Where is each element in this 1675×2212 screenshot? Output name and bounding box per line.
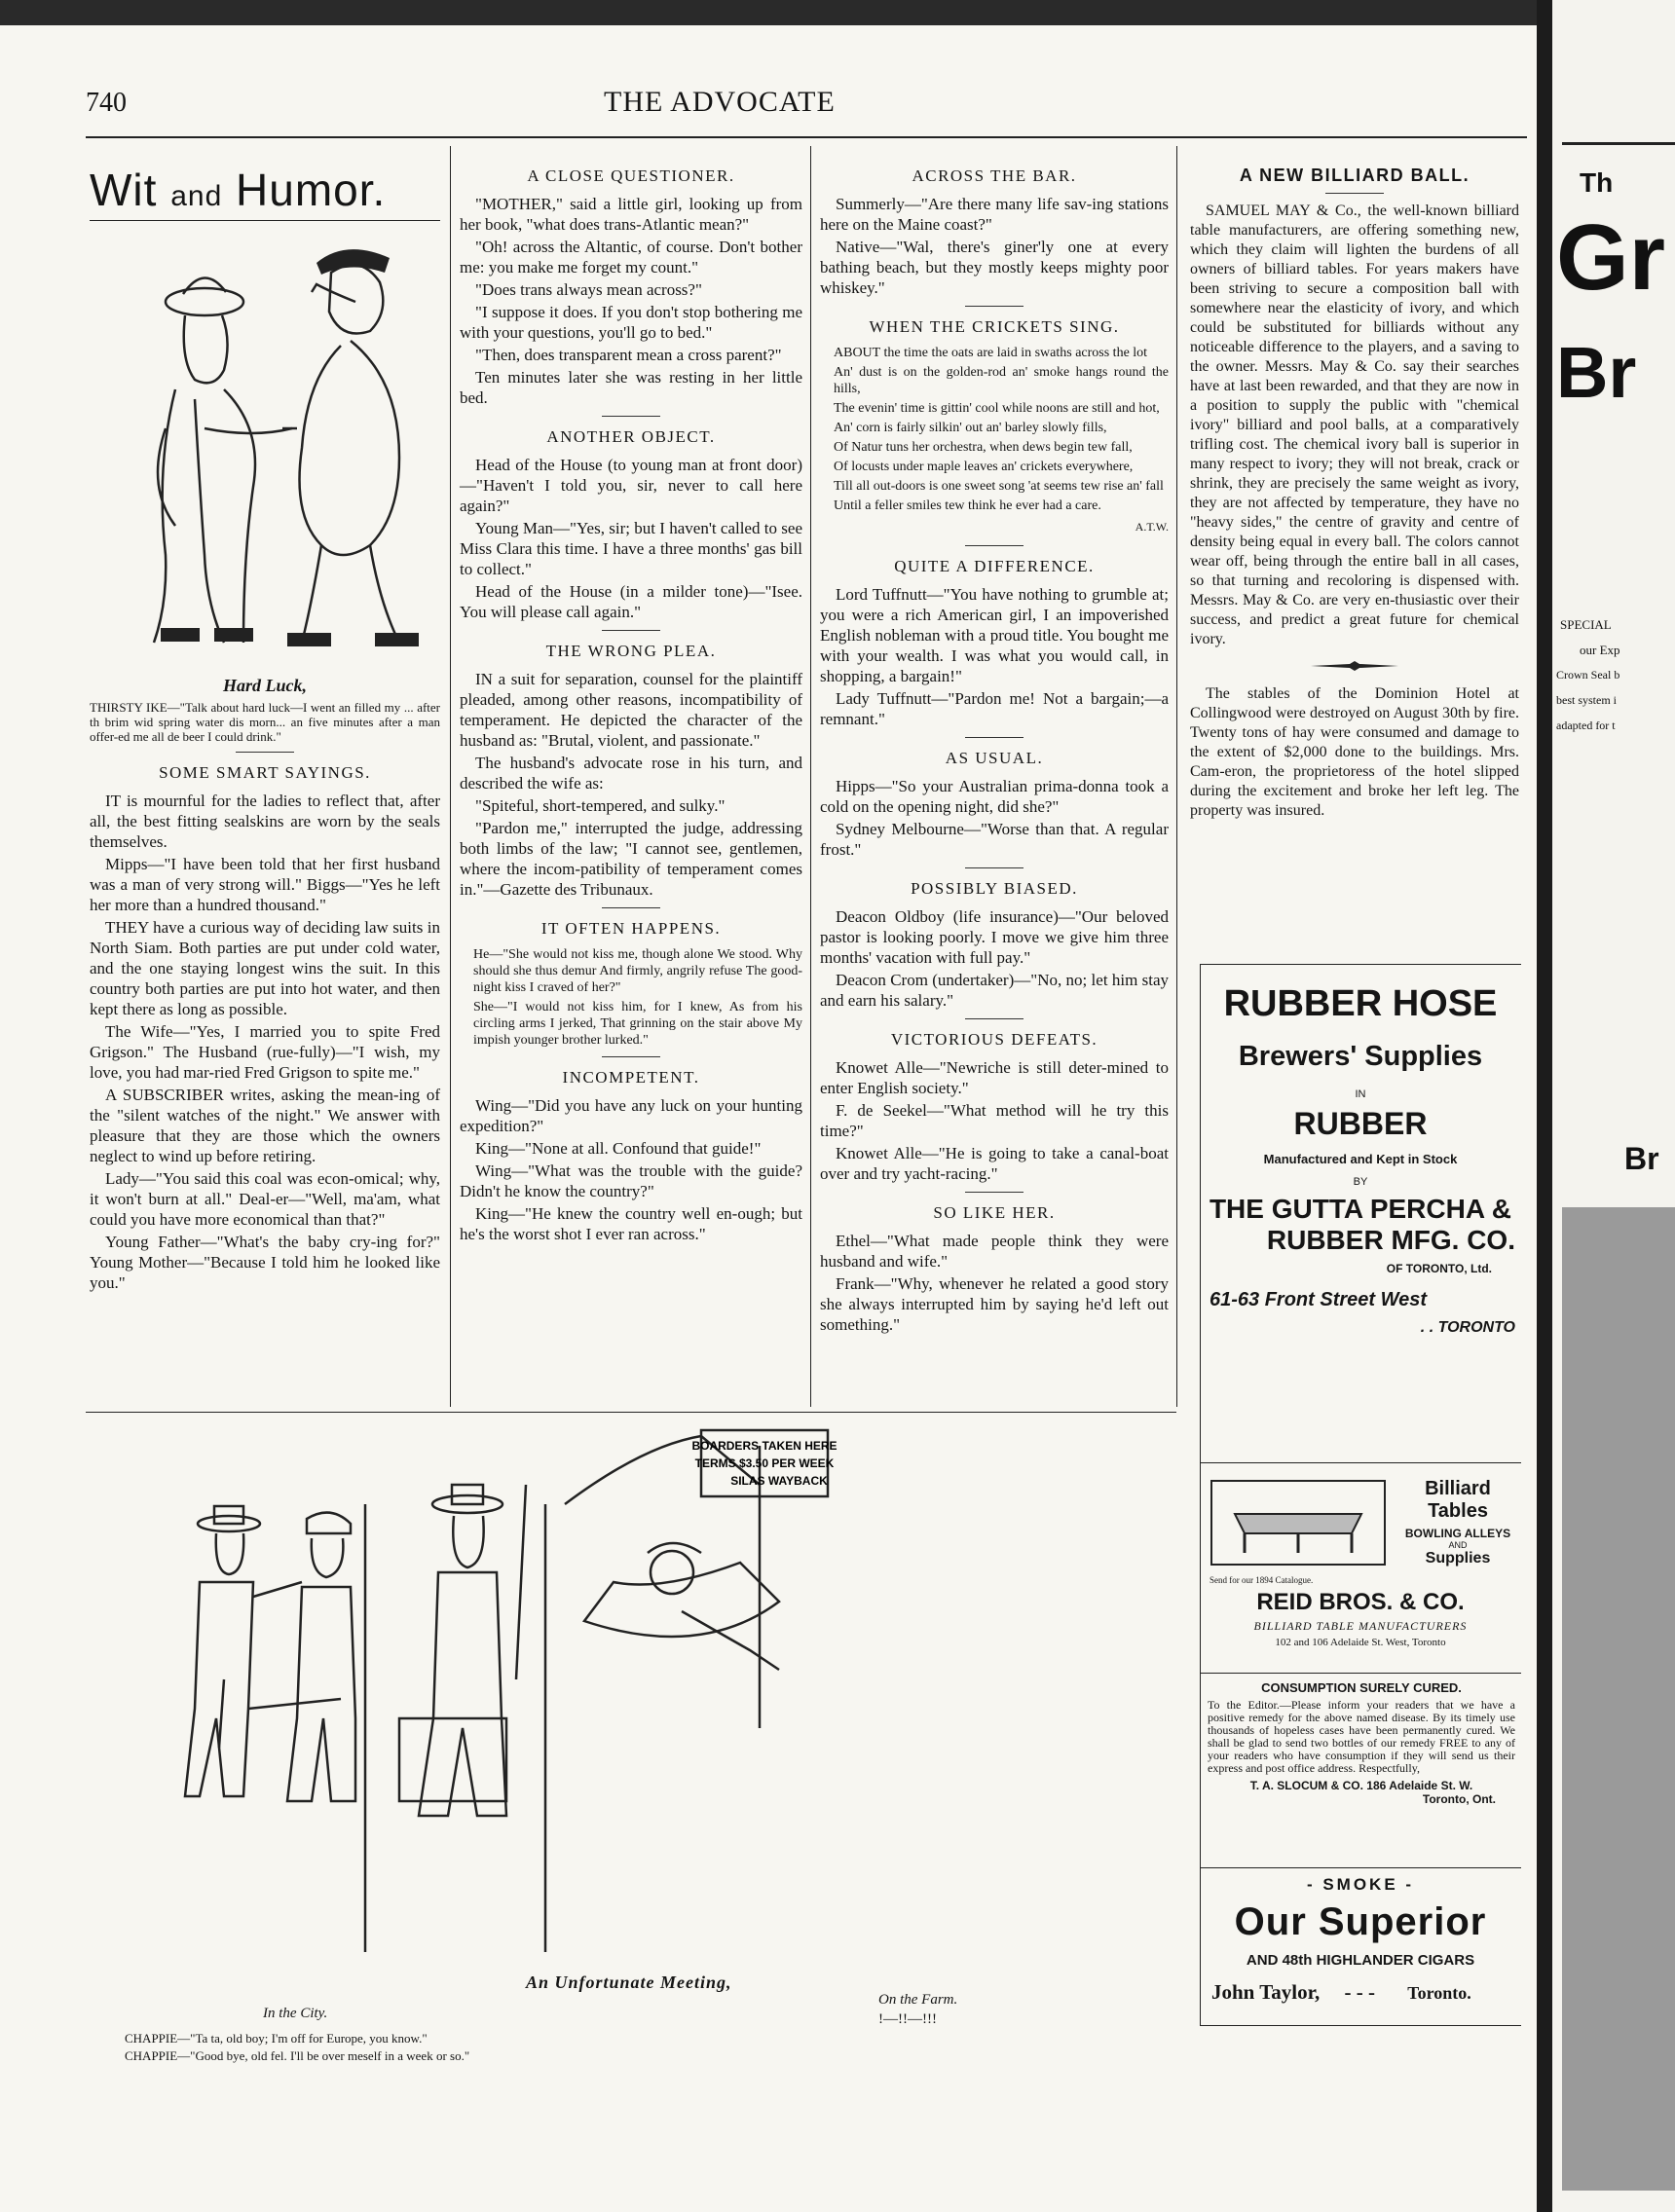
- section-heading: ACROSS THE BAR.: [912, 166, 1077, 185]
- paragraph: Lord Tuffnutt—"You have nothing to grumble at; you were a rich American girl, I an impoverished English nobleman with a proud title. You bought me with your wealth. I was what you would call, in shopping, a bargain!": [820, 585, 1169, 685]
- unfortunate-meeting-cartoon: [156, 1426, 1169, 2030]
- strip-text: Gr: [1556, 205, 1666, 310]
- ad-rule: [1200, 1462, 1521, 1463]
- strip-text: best system i: [1556, 693, 1617, 707]
- verse: Of locusts under maple leaves an' crickets everywhere,: [834, 460, 1134, 474]
- paragraph: Summerly—"Are there many life sav-ing stations here on the Maine coast?": [820, 195, 1169, 234]
- ad-line: Billiard Tables: [1425, 1478, 1491, 1522]
- dialog-line-2: CHAPPIE—"Good bye, old fel. I'll be over meself in a week or so.": [125, 2048, 470, 2063]
- hard-luck-illustration: [107, 234, 438, 662]
- ad-line: IN: [1355, 1088, 1366, 1100]
- section-heading: QUITE A DIFFERENCE.: [894, 557, 1095, 575]
- paragraph: Deacon Crom (undertaker)—"No, no; let him stay and earn his salary.": [820, 971, 1169, 1010]
- verse: ABOUT the time the oats are laid in swaths across the lot: [834, 346, 1148, 360]
- paragraph: Hipps—"So your Australian prima-donna took a cold on the opening night, did she?": [820, 777, 1169, 816]
- sign-line-3: SILAS WAYBACK: [730, 1474, 828, 1488]
- smoke-ad: [1200, 1875, 1521, 2005]
- section-heading: A CLOSE QUESTIONER.: [527, 166, 735, 185]
- caption-unfortunate-meeting: An Unfortunate Meeting,: [526, 1972, 732, 1992]
- ad-line: T. A. SLOCUM & CO. 186 Adelaide St. W.: [1249, 1779, 1473, 1792]
- paragraph: "Spiteful, short-tempered, and sulky.": [475, 796, 726, 815]
- ad-line: BY: [1353, 1176, 1368, 1188]
- cartoon-rule: [86, 1412, 1176, 1413]
- paragraph: Wing—"What was the trouble with the guide? Didn't he know the country?": [460, 1161, 802, 1200]
- paragraph: Knowet Alle—"He is going to take a canal-boat over and try yacht-racing.": [820, 1144, 1169, 1183]
- ad-rule: [1200, 1867, 1521, 1868]
- masthead-title: THE ADVOCATE: [604, 86, 836, 118]
- column-3: [820, 156, 1169, 1337]
- reid-bros-ad: [1200, 1575, 1521, 1648]
- ad-line: AND 48th HIGHLANDER CIGARS: [1246, 1952, 1475, 1969]
- strip-text: adapted for t: [1556, 719, 1616, 732]
- ad-line: Supplies: [1425, 1550, 1491, 1567]
- section-heading: AS USUAL.: [945, 749, 1044, 767]
- illustration-caption: Hard Luck,: [222, 676, 307, 695]
- paragraph: King—"He knew the country well en-ough; but he's the worst shot I ever ran across.": [460, 1204, 802, 1243]
- ad-headline: CONSUMPTION SURELY CURED.: [1261, 1680, 1462, 1695]
- paragraph: Lady Tuffnutt—"Pardon me! Not a bargain;—a remnant.": [820, 689, 1169, 728]
- adjacent-page-strip: [1552, 0, 1675, 2212]
- caption-in-the-city: In the City.: [263, 2006, 328, 2021]
- verse: Till all out-doors is one sweet song 'at seems tew rise an' fall: [834, 479, 1164, 494]
- strip-text: our Exp: [1580, 643, 1620, 657]
- ad-line: 102 and 106 Adelaide St. West, Toronto: [1275, 1637, 1446, 1648]
- paragraph: King—"None at all. Confound that guide!": [475, 1139, 762, 1158]
- reid-bros-ad-right: [1395, 1478, 1521, 1567]
- ad-line: 61-63 Front Street West: [1210, 1289, 1428, 1310]
- paragraph: Lady—"You said this coal was econ-omical; why, it won't burn at all." Deal-er—"Well, ma'am, what could you have more economical than that?": [90, 1169, 440, 1229]
- ad-line: Toronto.: [1407, 1983, 1471, 2003]
- section-heading: A NEW BILLIARD BALL.: [1239, 166, 1470, 185]
- strip-text: Br: [1624, 1141, 1659, 1176]
- ad-line: BILLIARD TABLE MANUFACTURERS: [1253, 1619, 1468, 1633]
- paragraph: Mipps—"I have been told that her first husband was a man of very strong will." Biggs—"Yes he left her more than a hundred thousand.": [90, 855, 440, 914]
- rubber-hose-ad: [1200, 983, 1521, 1337]
- paragraph: Ten minutes later she was resting in her little bed.: [460, 368, 802, 407]
- paragraph: Ethel—"What made people think they were husband and wife.": [820, 1232, 1169, 1271]
- column-rule: [1176, 146, 1177, 1407]
- paragraph: THEY have a curious way of deciding law suits in North Siam. Both parties are put under cold water, and the one staying longest wins the suit. In this country both parties are put into hot water, and then kept there as long as possible.: [90, 918, 440, 1018]
- ad-rule: [1200, 2025, 1521, 2026]
- wit-and-humor-title: Wit and Humor.: [90, 165, 387, 215]
- paragraph: Sydney Melbourne—"Worse than that. A regular frost.": [820, 820, 1169, 859]
- title-rule: [90, 220, 440, 221]
- ad-line: OF TORONTO, Ltd.: [1386, 1262, 1492, 1275]
- section-heading: VICTORIOUS DEFEATS.: [890, 1030, 1098, 1049]
- paragraph: IN a suit for separation, counsel for the plaintiff pleaded, among other reasons, incompatibility of temperament. He depicted the character of the husband as: "Brutal, violent, and passionate.": [460, 670, 802, 750]
- verse: An' corn is fairly silkin' out an' barley slowly fills,: [834, 421, 1107, 435]
- paragraph: The Wife—"Yes, I married you to spite Fred Grigson." The Husband (rue-fully)—"I wish, my love, you had mar-ried Fred Grigson to spite me.": [90, 1022, 440, 1082]
- paragraph: "Then, does transparent mean a cross parent?": [475, 346, 782, 364]
- ad-line: . . TORONTO: [1420, 1319, 1515, 1336]
- ad-line: BOWLING ALLEYS: [1404, 1527, 1511, 1540]
- ad-line: - SMOKE -: [1306, 1875, 1415, 1894]
- ad-line: Manufactured and Kept in Stock: [1263, 1152, 1458, 1166]
- ad-line: Toronto, Ont.: [1422, 1792, 1496, 1806]
- paragraph: "I suppose it does. If you don't stop bothering me with your questions, you'll go to bed.": [460, 303, 802, 342]
- section-heading: SOME SMART SAYINGS.: [159, 763, 371, 782]
- strip-photo: [1562, 1207, 1675, 2191]
- column-rule: [450, 146, 451, 1407]
- ad-line: REID BROS. & CO.: [1256, 1589, 1465, 1615]
- paragraph: The stables of the Dominion Hotel at Collingwood were destroyed on August 30th by fire. Twenty tons of hay were consumed and damage to the extent of $2,000 done to the buildings. Mrs. Cam-eron, the proprietoress of the hotel slipped during the excitement and broke her left leg. The property was insured.: [1190, 685, 1519, 819]
- section-heading: IT OFTEN HAPPENS.: [540, 919, 722, 938]
- strip-rule: [1562, 142, 1675, 145]
- ad-rule: [1200, 964, 1521, 965]
- verse: An' dust is on the golden-rod an' smoke hangs round the hills,: [834, 365, 1169, 396]
- verse: She—"I would not kiss him, for I knew, As from his circling arms I jerked, That grinning on the stair above My impish younger brother lurked.": [473, 1000, 802, 1048]
- paragraph: Young Father—"What's the baby cry-ing for?" Young Mother—"Because I told him he looked like you.": [90, 1233, 440, 1292]
- section-heading: POSSIBLY BIASED.: [911, 879, 1078, 898]
- ad-headline: RUBBER HOSE: [1223, 983, 1498, 1024]
- paragraph: Head of the House (to young man at front door)—"Haven't I told you, sir, never to call here again?": [460, 456, 802, 515]
- paragraph: Knowet Alle—"Newriche is still deter-mined to enter English society.": [820, 1058, 1169, 1097]
- ad-line: Send for our 1894 Catalogue.: [1210, 1575, 1314, 1585]
- strip-text: Br: [1556, 332, 1637, 413]
- ornament: [1190, 657, 1519, 677]
- column-2: [460, 156, 802, 1246]
- strip-text: SPECIAL: [1560, 617, 1612, 632]
- sign-line-1: BOARDERS TAKEN HERE: [691, 1439, 838, 1453]
- ad-line: AND: [1448, 1540, 1468, 1550]
- paragraph: IT is mournful for the ladies to reflect that, after all, the best fitting sealskins are worn by the seals themselves.: [90, 792, 440, 851]
- illustration-text: THIRSTY IKE—"Talk about hard luck—I went an filled my ... after th brim wid spring water dis morn... an five minutes after a man offer-ed me all de beer I could drink.": [90, 700, 440, 744]
- caption-farm-exclamations: !—!!—!!!: [878, 2011, 937, 2027]
- section-heading: INCOMPETENT.: [562, 1068, 700, 1087]
- ad-line: RUBBER: [1293, 1106, 1428, 1141]
- header-rule: [86, 136, 1527, 138]
- dialog-line-1: CHAPPIE—"Ta ta, old boy; I'm off for Europe, you know.": [125, 2031, 428, 2046]
- ad-body: To the Editor.—Please inform your readers that we have a positive remedy for the above named disease. By its timely use thousands of hopeless cases have been permanently cured. We shall be glad to send two bottles of our remedy FREE to any of your readers who have consumption if they will send us their express and post office address. Respectfully,: [1208, 1698, 1515, 1775]
- section-heading: ANOTHER OBJECT.: [546, 427, 716, 446]
- verse: Until a feller smiles tew think he ever had a care.: [834, 498, 1101, 513]
- caption-on-the-farm: On the Farm.: [878, 1992, 958, 2008]
- strip-text: Crown Seal b: [1556, 668, 1620, 682]
- paragraph: "Pardon me," interrupted the judge, addressing both limbs of the law; "I cannot see, gentlemen, where the incom-patibility of temperament comes in."—Gazette des Tribunaux.: [460, 819, 802, 899]
- ad-line: John Taylor,: [1211, 1980, 1321, 2004]
- sign-line-2: TERMS $3.50 PER WEEK: [694, 1456, 835, 1470]
- paragraph: Young Man—"Yes, sir; but I haven't called to see Miss Clara this time. I have a three months' gas bill to collect.": [460, 519, 802, 578]
- section-heading: WHEN THE CRICKETS SING.: [869, 317, 1120, 336]
- ad-line: - - -: [1344, 1980, 1376, 2004]
- paragraph: F. de Seekel—"What method will he try this time?": [820, 1101, 1169, 1140]
- paragraph: "Does trans always mean across?": [475, 280, 702, 299]
- paragraph: Native—"Wal, there's giner'ly one at every bathing beach, but they mostly keeps mighty poor whiskey.": [820, 238, 1169, 297]
- paragraph: Deacon Oldboy (life insurance)—"Our beloved pastor is looking poorly. I move we give him three months' vacation with full pay.": [820, 907, 1169, 967]
- ad-line: RUBBER MFG. CO.: [1266, 1225, 1515, 1255]
- paragraph: Frank—"Why, whenever he related a good story she always interrupted him by saying he'd left out something.": [820, 1274, 1169, 1334]
- paragraph: The husband's advocate rose in his turn, and described the wife as:: [460, 754, 802, 793]
- paragraph: A SUBSCRIBER writes, asking the mean-ing of the "silent watches of the night." We answer with pleasure that they are those which the owners neglect to wind up before retiring.: [90, 1086, 440, 1165]
- verse: He—"She would not kiss me, though alone We stood. Why should she thus demur And firmly, angrily refuse The good-night kiss I craved of her?": [473, 947, 802, 995]
- section-heading: THE WRONG PLEA.: [545, 642, 717, 660]
- paragraph: "MOTHER," said a little girl, looking up from her book, "what does trans-Atlantic mean?": [460, 195, 802, 234]
- ad-rule: [1200, 1673, 1521, 1674]
- strip-text: Th: [1580, 167, 1614, 198]
- page-number: 740: [86, 88, 127, 118]
- verse: Of Natur tuns her orchestra, when dews begin tew fall,: [834, 440, 1133, 455]
- ad-line: THE GUTTA PERCHA &: [1209, 1194, 1512, 1224]
- paragraph: Head of the House (in a milder tone)—"Isee. You will please call again.": [460, 582, 802, 621]
- paragraph: SAMUEL MAY & Co., the well-known billiard table manufacturers, are offering something new, which they claim will lighten the burdens of all owners of billiard tables. For years makers have been striving to secure a composition ball with somewhere near the elasticity of ivory, and which could be substituted for billiards without any noticeable difference to the players, and a saving to the owner. Messrs. May & Co. say their searches have at last been rewarded, and that they are now in a position to supply the public with "chemical ivory" billiard and pool balls, at a comparatively trifling cost. The chemical ivory ball is superior in many respect to ivory; they will not break, crack or shrink, they are precisely the same weight as ivory, they are not affected by temperature, they have no "heavy sides," the centre of gravity and centre of density being equal in every ball. The colors cannot wear off, being through the entire ball in all cases, so that turning and recoloring is dispensed with. Messrs. May & Co. are very en-thusiastic over their success, and predict a great future for chemical ivory.: [1190, 203, 1519, 647]
- column-1: [90, 670, 440, 1295]
- paragraph: Wing—"Did you have any luck on your hunting expedition?": [460, 1096, 802, 1135]
- ad-headline: Our Superior: [1234, 1900, 1487, 1943]
- scan-border: [0, 0, 1537, 25]
- section-heading: SO LIKE HER.: [933, 1203, 1056, 1222]
- consumption-ad: [1208, 1680, 1515, 1806]
- signature: A.T.W.: [1135, 520, 1169, 534]
- verse: The evenin' time is gittin' cool while noons are still and hot,: [834, 401, 1160, 416]
- ad-line: Brewers' Supplies: [1238, 1041, 1483, 1072]
- billiard-table-icon: [1206, 1475, 1391, 1572]
- column-4: [1190, 156, 1519, 823]
- column-rule: [810, 146, 811, 1407]
- paragraph: "Oh! across the Altantic, of course. Don't bother me: you make me forget my count.": [460, 238, 802, 276]
